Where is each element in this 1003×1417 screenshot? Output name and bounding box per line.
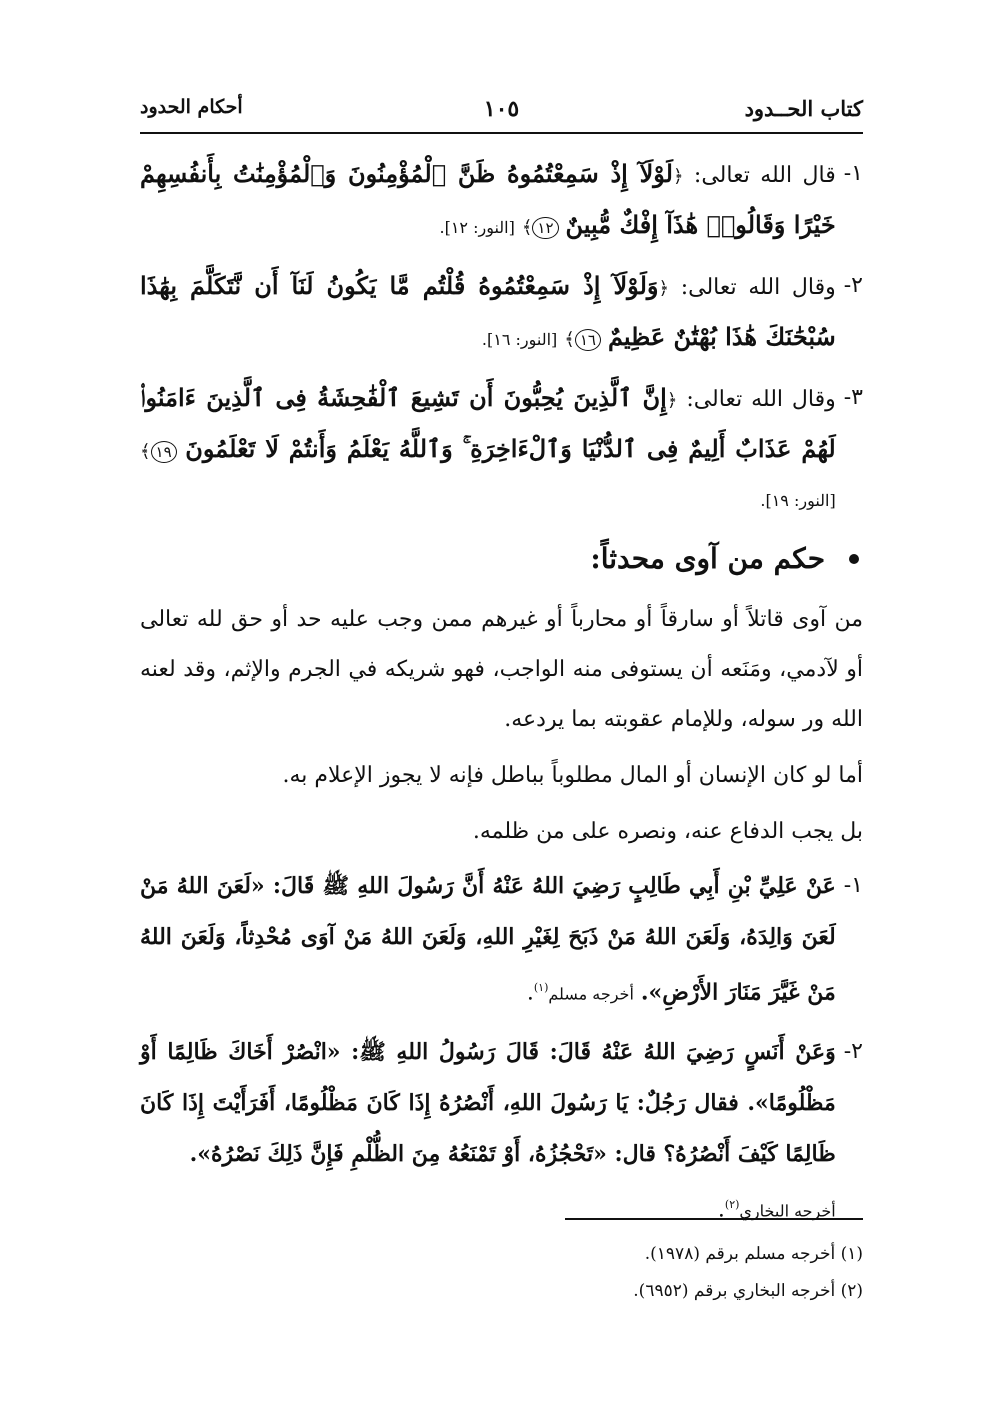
footnote-rule <box>565 1218 863 1220</box>
verse-intro: وقال الله تعالى: <box>686 387 836 412</box>
chapter-title: أحكام الحدود <box>140 96 243 118</box>
verse-close-ornament: ﴾ <box>140 441 151 462</box>
verse-reference: [النور: ١٩]. <box>760 491 836 510</box>
verse-number: ٣- <box>843 385 863 410</box>
verse-number: ٢- <box>843 273 863 298</box>
paragraph: بل يجب الدفاع عنه، ونصره على من ظلمه. <box>472 819 863 844</box>
verse-item <box>140 262 863 364</box>
hadith-text: وَعَنْ أَنَسٍ رَضِيَ اللهُ عَنْهُ قَالَ: قَالَ رَسُولُ اللهِ ﷺ: «انْصُرْ أَخَاكَ ظَالِمًا أَوْ مَظْلُومًا». فقال رَجُلٌ: يَا رَسُولَ اللهِ، أَنْصُرُهُ إِذَا كَانَ مَظْلُومًا، أَفَرَأَيْتَ إِذَا كَانَ ظَالِمًا كَيْفَ أَنْصُرُهُ؟ قال: «تَحْجُزُهُ، أَوْ تَمْنَعُهُ مِنَ الظُّلْمِ فَإِنَّ ذَلِكَ نَصْرُهُ». <box>140 1039 836 1168</box>
header-rule <box>140 132 863 134</box>
page-body <box>140 150 863 1245</box>
hadith-text: عَنْ عَلِيِّ بْنِ أَبِي طَالِبٍ رَضِيَ اللهُ عَنْهُ أَنَّ رَسُولَ اللهِ ﷺ قَالَ: «لَعَنَ اللهُ مَنْ لَعَنَ وَالِدَهُ، وَلَعَنَ اللهُ مَنْ ذَبَحَ لِغَيْرِ اللهِ، وَلَعَنَ اللهُ مَنْ آوَى مُحْدِثاً، وَلَعَنَ اللهُ مَنْ غَيَّرَ مَنَارَ الأَرْضِ». <box>140 873 836 1006</box>
section-heading-text: حكم من آوى محدثاً: <box>590 542 825 575</box>
verse-reference: [النور: ١٦]. <box>481 330 558 349</box>
footnote-marker[interactable]: (١) <box>533 981 549 994</box>
ayah-number: ١٢ <box>532 217 558 239</box>
book-title: كتاب الحــدود <box>744 96 863 121</box>
verse-close-ornament: ﴾ <box>564 329 575 350</box>
verse-intro: قال الله تعالى: <box>693 163 836 188</box>
hadith-end-mark: . <box>526 980 534 1006</box>
verse-reference: [النور: ١٢]. <box>439 218 515 237</box>
hadith-number: ٢- <box>843 1039 863 1065</box>
running-header <box>140 96 863 136</box>
verse-text: لَوْلَآ إِذْ سَمِعْتُمُوهُ ظَنَّ ٱلْمُؤْمِنُونَ وَٱلْمُؤْمِنَٰتُ بِأَنفُسِهِمْ خَيْرًا وَقَالُوا۟ هَٰذَآ إِفْكٌ مُّبِينٌ <box>140 159 836 239</box>
footnote: (٢) أخرجه البخاري برقم (٦٩٥٢). <box>633 1281 863 1301</box>
verse-open-ornament: ﴿ <box>658 278 670 299</box>
verse-intro: وقال الله تعالى: <box>680 275 836 300</box>
hadith-item <box>140 861 863 1019</box>
hadith-source: أخرجه مسلم <box>548 984 634 1004</box>
section-heading <box>140 535 863 583</box>
verse-open-ornament: ﴿ <box>672 166 684 187</box>
verse-text: إِنَّ ٱلَّذِينَ يُحِبُّونَ أَن تَشِيعَ ٱلْفَٰحِشَةُ فِى ٱلَّذِينَ ءَامَنُوا۟ لَهُمْ عَذَابٌ أَلِيمٌ فِى ٱلدُّنْيَا وَٱلْءَاخِرَةِ ۚ وَٱللَّهُ يَعْلَمُ وَأَنتُمْ لَا تَعْلَمُونَ <box>140 383 836 463</box>
paragraph: أما لو كان الإنسان أو المال مطلوباً بباطل فإنه لا يجوز الإعلام به. <box>282 763 863 788</box>
hadith-end-mark: . <box>717 1197 725 1223</box>
ayah-number: ١٩ <box>151 441 177 463</box>
page-number: ١٠٥ <box>483 96 520 122</box>
bullet-icon <box>849 554 859 564</box>
paragraph: من آوى قاتلاً أو سارقاً أو محارباً أو غيرهم ممن وجب عليه حد أو حق لله تعالى أو لآدمي، ومَنَعه أن يستوفى منه الواجب، فهو شريكه في الجرم والإثم، وقد لعنه الله ور سوله، وللإمام عقوبته بما يردعه. <box>140 607 863 732</box>
ayah-number: ١٦ <box>575 329 601 351</box>
verse-open-ornament: ﴿ <box>666 390 678 411</box>
footnote: (١) أخرجه مسلم برقم (١٩٧٨). <box>644 1244 863 1264</box>
verse-text: وَلَوْلَآ إِذْ سَمِعْتُمُوهُ قُلْتُم مَّا يَكُونُ لَنَآ أَن نَّتَكَلَّمَ بِهَٰذَا سُبْحَٰنَكَ هَٰذَا بُهْتَٰنٌ عَظِيمٌ <box>140 271 836 351</box>
verse-close-ornament: ﴾ <box>521 217 533 238</box>
verse-item <box>140 150 863 252</box>
footnotes <box>140 1236 863 1310</box>
hadith-number: ١- <box>843 873 863 898</box>
hadith-item <box>140 1027 863 1236</box>
verse-number: ١- <box>843 161 863 186</box>
footnote-marker[interactable]: (٢) <box>724 1198 740 1212</box>
verse-item <box>140 374 863 525</box>
hadith-source: أخرجه البخاري <box>739 1201 836 1221</box>
